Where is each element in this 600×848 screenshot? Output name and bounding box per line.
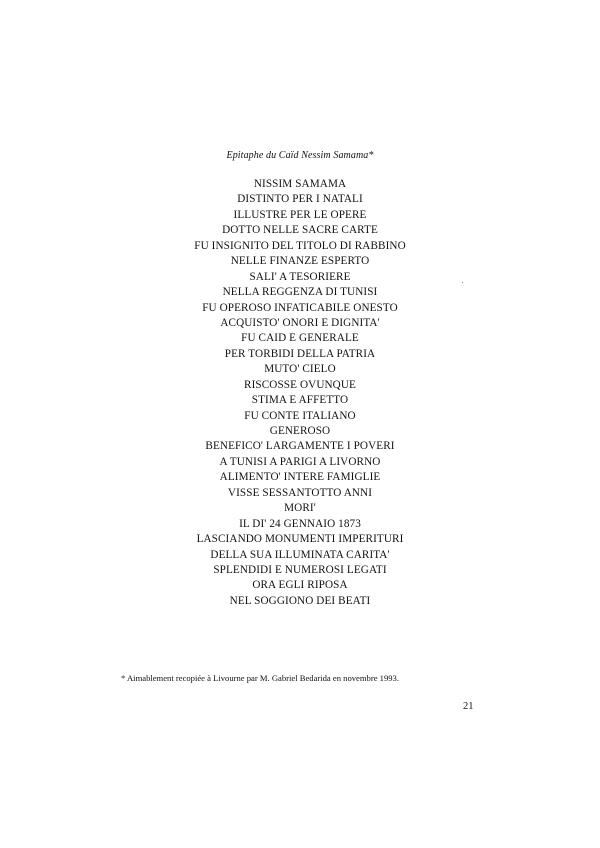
epitaph-line: SPLENDIDI E NUMEROSI LEGATI [213, 563, 387, 576]
epitaph-line: MORI' [284, 502, 316, 515]
epitaph-line: PER TORBIDI DELLA PATRIA [224, 347, 376, 360]
footnote: * Aimablement recopiée à Livourne par M. Gabriel Bedarida en novembre 1993. [121, 673, 400, 683]
epitaph-line: DISTINTO PER I NATALI [237, 193, 363, 206]
epitaph-line: ALIMENTO' INTERE FAMIGLIE [219, 471, 381, 484]
epitaph-title: Epitaphe du Caïd Nessim Samama* [226, 150, 374, 161]
epitaph-line: ACQUISTO' ONORI E DIGNITA' [220, 316, 380, 329]
epitaph-line: STIMA E AFFETTO [251, 394, 349, 407]
epitaph-line: ILLUSTRE PER LE OPERE [233, 208, 367, 221]
epitaph-line: FU CONTE ITALIANO [244, 409, 356, 422]
epitaph-line: FU CAID E GENERALE [241, 332, 359, 345]
epitaph-line: IL DI' 24 GENNAIO 1873 [239, 517, 361, 530]
epitaph-line: FU INSIGNITO DEL TITOLO DI RABBINO [194, 239, 406, 252]
scan-speck [462, 282, 463, 283]
epitaph-line: MUTO' CIELO [264, 363, 336, 376]
epitaph-line: NELLA REGGENZA DI TUNISI [222, 286, 378, 299]
epitaph-line: RISCOSSE OVUNQUE [244, 378, 356, 391]
epitaph-line: NEL SOGGIONO DEI BEATI [229, 594, 371, 607]
epitaph-line: GENEROSO [269, 425, 331, 437]
epitaph-line: ORA EGLI RIPOSA [252, 579, 348, 592]
epitaph-line: SALI' A TESORIERE [249, 270, 351, 283]
epitaph-line: A TUNISI A PARIGI A LIVORNO [219, 455, 381, 468]
epitaph-line: NELLE FINANZE ESPERTO [230, 255, 370, 268]
page-number: 21 [463, 701, 474, 712]
epitaph-line: LASCIANDO MONUMENTI IMPERITURI [196, 533, 404, 546]
epitaph-line: BENEFICO' LARGAMENTE I POVERI [205, 440, 395, 453]
epitaph-line: VISSE SESSANTOTTO ANNI [227, 486, 373, 499]
epitaph-line: DELLA SUA ILLUMINATA CARITA' [210, 548, 390, 561]
epitaph-line: DOTTO NELLE SACRE CARTE [222, 224, 378, 237]
epitaph-line: NISSIM SAMAMA [253, 178, 347, 190]
epitaph-line: FU OPEROSO INFATICABILE ONESTO [202, 301, 398, 314]
epitaph-text [0, 177, 600, 609]
